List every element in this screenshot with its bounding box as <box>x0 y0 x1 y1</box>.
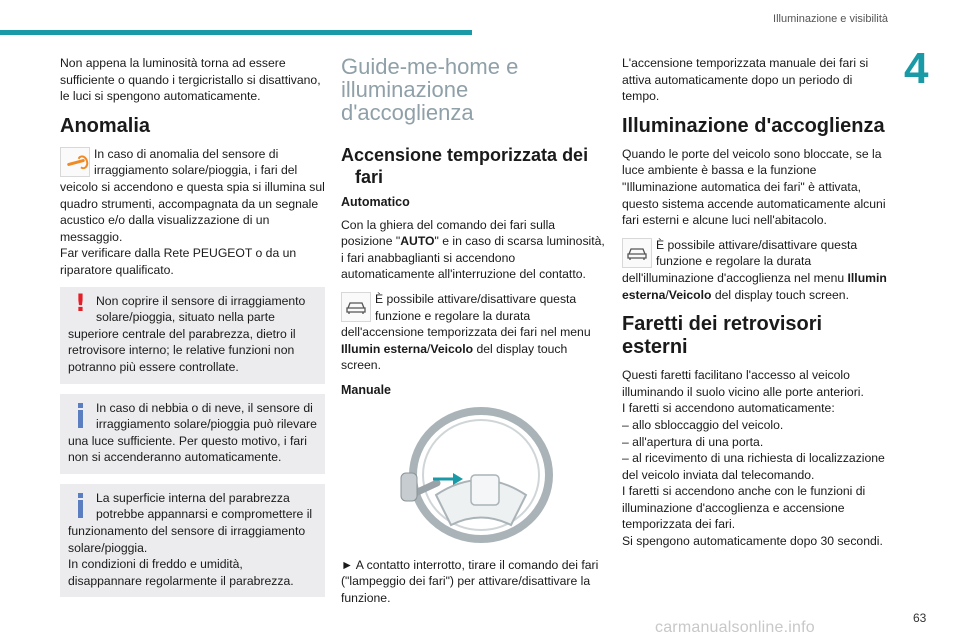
column-3 <box>622 55 890 550</box>
watermark: carmanualsonline.info <box>655 619 815 636</box>
info-notice-windshield-text-2: In condizioni di freddo e umidità, disappannare regolarmente il parabrezza. <box>68 557 294 588</box>
manuale-paragraph: ► A contatto interrotto, tirare il comando dei fari ("lampeggio dei fari") per attivare/disattivare la funzione. <box>341 557 599 605</box>
menu-separator: / <box>427 341 431 356</box>
automatico-heading: Automatico <box>341 195 410 209</box>
retrovisori-heading: Faretti dei retrovisori esterni <box>622 313 823 359</box>
retro-line-1: Questi faretti facilitano l'accesso al veicolo illuminando il suolo vicino alle porte anteriori. <box>622 368 864 399</box>
automatico-text-pre: Con la ghiera del comando dei fari sulla posizione " <box>341 217 556 249</box>
setting-text-pre: È possibile attivare/disattivare questa funzione e regolare la durata dell'accensione temporizzata dei fari nel menu <box>341 291 591 340</box>
list-item: – all'apertura di una porta. <box>622 434 764 449</box>
chapter-number: 4 <box>904 44 929 93</box>
page-number: 63 <box>913 611 927 625</box>
retro-line-2: I faretti si accendono automaticamente: <box>622 401 835 416</box>
setting-text-pre-col3: È possibile attivare/disattivare questa funzione e regolare la durata dell'illuminazione d'accoglienza nel menu <box>622 237 858 285</box>
section-title: Illuminazione e visibilità <box>773 13 888 25</box>
info-notice-fog-text: In caso di nebbia o di neve, il sensore di irraggiamento solare/pioggia può rilevare una luce sufficiente. Per questo motivo, i fari non si accenderanno automaticamente. <box>68 400 317 465</box>
warning-notice <box>60 287 325 384</box>
menu-veicolo-col3: Veicolo <box>668 287 712 302</box>
anomalia-text-2: Far verificare dalla Rete PEUGEOT o da un riparatore qualificato. <box>60 246 297 277</box>
auto-label: AUTO <box>400 234 435 249</box>
retrovisori-body <box>622 367 890 550</box>
info-icon <box>68 400 90 430</box>
column-1 <box>60 55 325 607</box>
anomalia-paragraph <box>60 146 325 279</box>
accoglienza-paragraph: Quando le porte del veicolo sono bloccate, se la luce ambiente è bassa e la funzione "Illuminazione automatica dei fari" è attivata, questo sistema accende automaticamente alcuni fari esterni e alcune luci nell'abitacolo. <box>622 146 886 228</box>
automatico-paragraph <box>341 217 606 283</box>
anomalia-text: In caso di anomalia del sensore di irraggiamento solare/pioggia, i fari del veicolo si accendono e questa spia si illumina sul quadro strumenti, accompagnata da un segnale acustico e/o dalla visualizzazione di un messaggio. <box>60 146 325 244</box>
accoglienza-heading: Illuminazione d'accoglienza <box>622 114 885 137</box>
list-item: – allo sbloccaggio del veicolo. <box>622 417 784 432</box>
setting-paragraph <box>341 291 606 374</box>
menu-veicolo: Veicolo <box>430 341 474 356</box>
wrench-icon <box>60 147 90 177</box>
column-2 <box>341 55 606 614</box>
warning-exclamation-icon: ! <box>75 288 86 317</box>
intro-paragraph-col3: L'accensione temporizzata manuale dei fari si attiva automaticamente dopo un periodo di tempo. <box>622 56 869 104</box>
menu-illumin-esterna: Illumin esterna <box>341 341 428 356</box>
anomalia-heading: Anomalia <box>60 114 151 137</box>
info-notice-fog <box>60 394 325 474</box>
header-accent-bar <box>0 30 472 35</box>
steering-wheel-illustration <box>341 405 606 545</box>
manuale-heading: Manuale <box>341 382 392 397</box>
car-settings-icon <box>622 238 652 268</box>
info-notice-windshield-text: La superficie interna del parabrezza potrebbe appannarsi e compromettere il funzionamento del sensore di irraggiamento solare/pioggia. <box>68 490 313 555</box>
setting-paragraph-col3 <box>622 237 890 303</box>
menu-separator-col3: / <box>665 287 669 302</box>
car-settings-icon <box>341 292 371 322</box>
setting-text-post: del display touch screen. <box>341 341 568 373</box>
automatico-text-post: " e in caso di scarsa luminosità, i fari anabbaglianti si accendono automaticamente all'interruzione del contatto. <box>341 234 605 282</box>
guide-me-home-title: Guide-me-home e illuminazione d'accoglienza <box>341 54 519 125</box>
accensione-heading: Accensione temporizzata dei fari <box>341 145 589 187</box>
retro-line-3: I faretti si accendono anche con le funzioni di illuminazione d'accoglienza e accensione temporizzata dei fari. <box>622 484 866 532</box>
info-icon <box>68 490 90 520</box>
menu-illumin-esterna-col3: Illumin esterna <box>622 270 887 302</box>
warning-notice-text: Non coprire il sensore di irraggiamento solare/pioggia, situato nella parte superiore centrale del parabrezza, dietro il retrovisore interno; le relative funzioni non potranno più essere controllate. <box>68 293 306 374</box>
info-notice-windshield <box>60 484 325 598</box>
intro-paragraph: Non appena la luminosità torna ad essere sufficiente o quando i tergicristallo si disattivano, le luci si spengono automaticamente. <box>60 56 321 104</box>
retro-line-4: Si spengono automaticamente dopo 30 secondi. <box>622 534 883 549</box>
setting-text-post-col3: del display touch screen. <box>711 287 849 302</box>
list-item: – al ricevimento di una richiesta di localizzazione del veicolo inviata dal telecomando. <box>622 451 885 482</box>
